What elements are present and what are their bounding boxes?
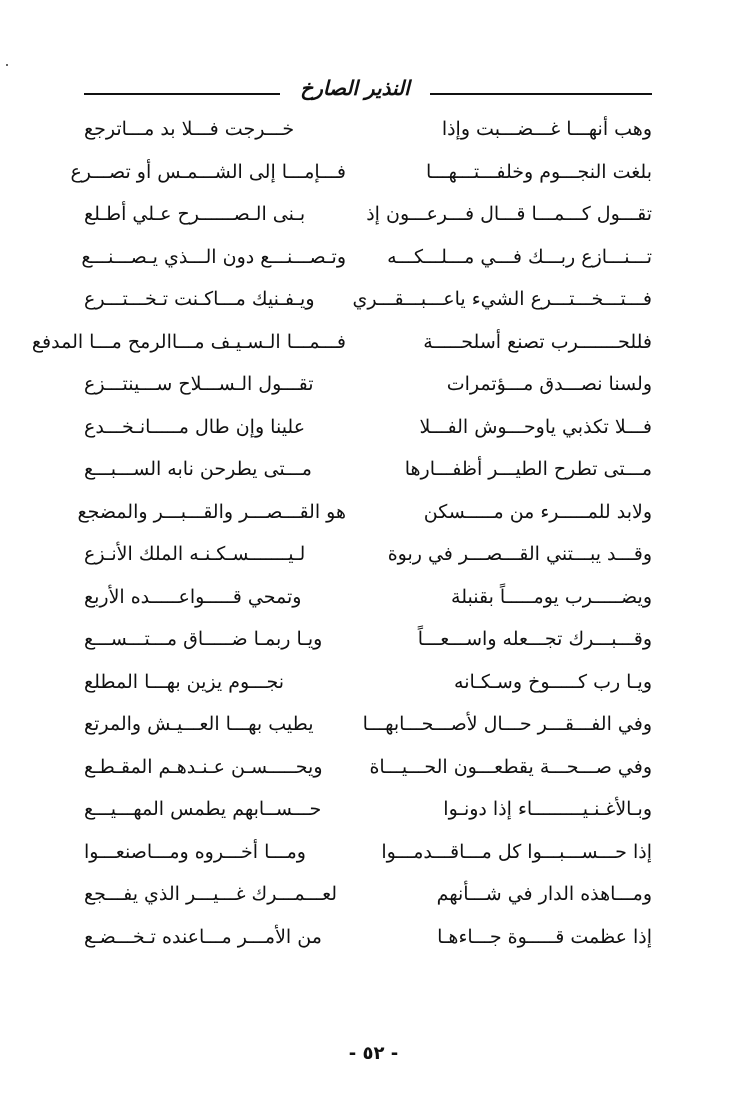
- hemistich-second: لـيـــــــسـكـنـه الملك الأنـزع: [84, 543, 306, 566]
- hemistich-first: إذا حـــســـبـــوا كل مـــاقـــدمـــوا: [381, 840, 652, 863]
- hemistich-second: ويحـــــسـن عـنـدهـم المقـطـع: [84, 755, 323, 778]
- hemistich-first: بلغت النجـــوم وخلفـــتـــهـــا: [425, 160, 652, 183]
- couplet: [81, 236, 652, 279]
- hemistich-first: فللحـــــــرب تصنع أسلحـــــة: [423, 330, 652, 353]
- hemistich-first: ومـــاهذه الدار في شـــأنهم: [436, 883, 652, 906]
- hemistich-second: تقـــول الـســـلاح ســـينتـــزع: [84, 373, 314, 396]
- hemistich-first: وقـــد يبـــتني القـــصـــر في ربوة: [387, 543, 652, 566]
- hemistich-first: إذا عظمت قـــــوة جـــاءهـا: [437, 925, 652, 948]
- hemistich-first: فـــلا تكذبي ياوحـــوش الفـــلا: [419, 415, 652, 438]
- couplet: [84, 278, 652, 321]
- hemistich-first: ولابد للمـــــرء من مـــــسكن: [423, 500, 652, 523]
- poem-body: [31, 108, 652, 958]
- running-header: [84, 72, 652, 106]
- hemistich-first: وفي صـــحـــة يقطعـــون الحـــيـــاة: [369, 755, 652, 778]
- couplet: [84, 533, 652, 576]
- couplet: [31, 321, 652, 364]
- hemistich-first: تقـــول كـــمـــا قـــال فـــرعـــون إذ: [366, 203, 652, 226]
- hemistich-first: ويضـــــرب يومـــــاً بقنبلة: [451, 585, 652, 608]
- header-rule-left: [84, 93, 280, 95]
- couplet: [84, 831, 652, 874]
- header-title: النذير الصارخ: [300, 76, 410, 100]
- hemistich-second: هو القـــصـــر والقـــبـــر والمضجع: [77, 500, 346, 523]
- couplet: [77, 491, 652, 534]
- hemistich-second: بـنى الـصــــــرح عـلي أطـلع: [84, 203, 306, 226]
- hemistich-first: وبـالأغـنـيـــــــــاء إذا دونـوا: [443, 798, 652, 821]
- couplet: [70, 151, 652, 194]
- hemistich-first: وقـــبـــرك تجـــعله واســـعـــاً: [417, 628, 652, 651]
- hemistich-second: حـــســابهم يطمس المهـــيـــع: [84, 798, 322, 821]
- hemistich-second: فـــإمـــا إلى الشـــمـس أو تصـــرع: [70, 160, 346, 183]
- hemistich-second: من الأمـــر مـــاعنده تـخـــضـع: [84, 925, 322, 948]
- couplet: [84, 873, 652, 916]
- hemistich-first: وهب أنهـــا غـــضـــبت وإذا: [441, 118, 652, 141]
- hemistich-second: ويـفـنيك مـــاكـنت تـخـــتـــرع: [84, 288, 315, 311]
- hemistich-second: خـــرجت فـــلا بد مـــاترجع: [84, 118, 295, 141]
- couplet: [84, 746, 652, 789]
- hemistich-first: تـــنـــازع ربـــك فـــي مـــلـــكـــه: [387, 245, 652, 268]
- hemistich-second: علينا وإن طال مـــــانـخـــدع: [84, 415, 306, 438]
- hemistich-second: مـــتى يطرحن نابه الســـبـــع: [84, 458, 312, 481]
- couplet: [84, 661, 652, 704]
- hemistich-second: وتـصـــنـــع دون الـــذي يـصـــنـــع: [81, 245, 346, 268]
- hemistich-second: لعـــمـــرك غـــيـــر الذي يفـــجع: [84, 883, 338, 906]
- couplet: [84, 618, 652, 661]
- couplet: [84, 363, 652, 406]
- hemistich-first: وفي الفـــقـــر حـــال لأصـــحـــابهـــا: [362, 713, 652, 736]
- couplet: [84, 108, 652, 151]
- hemistich-second: نجـــوم يزين بهـــا المطلع: [84, 670, 285, 693]
- page-number: - ٥٢ -: [348, 1043, 399, 1064]
- couplet: [84, 703, 652, 746]
- hemistich-first: فـــتـــخـــتـــرع الشيء ياعـــبـــقـــري: [352, 288, 652, 311]
- hemistich-second: وتمحي قـــــواعـــــده الأربع: [84, 585, 302, 608]
- hemistich-first: ويـا رب كـــــوخ وسـكـانه: [454, 670, 652, 693]
- hemistich-second: فـــمـــا الـسـيـف مـــاالرمح مـــا المدفع: [31, 330, 346, 353]
- scan-speck: [6, 64, 8, 66]
- hemistich-second: يطيب بهـــا العـــيـش والمرتع: [84, 713, 314, 736]
- couplet: [84, 788, 652, 831]
- hemistich-first: مـــتى تطرح الطيـــر أظفـــارها: [404, 458, 652, 481]
- hemistich-second: ويـا ربمـا ضـــــاق مـــتـــســـع: [84, 628, 323, 651]
- couplet: [84, 448, 652, 491]
- couplet: [84, 916, 652, 959]
- couplet: [84, 576, 652, 619]
- header-rule-right: [430, 93, 652, 95]
- couplet: [84, 193, 652, 236]
- couplet: [84, 406, 652, 449]
- hemistich-second: ومـــا أخـــروه ومـــاصنعـــوا: [84, 840, 306, 863]
- hemistich-first: ولسنا نصـــدق مـــؤتمرات: [446, 373, 652, 396]
